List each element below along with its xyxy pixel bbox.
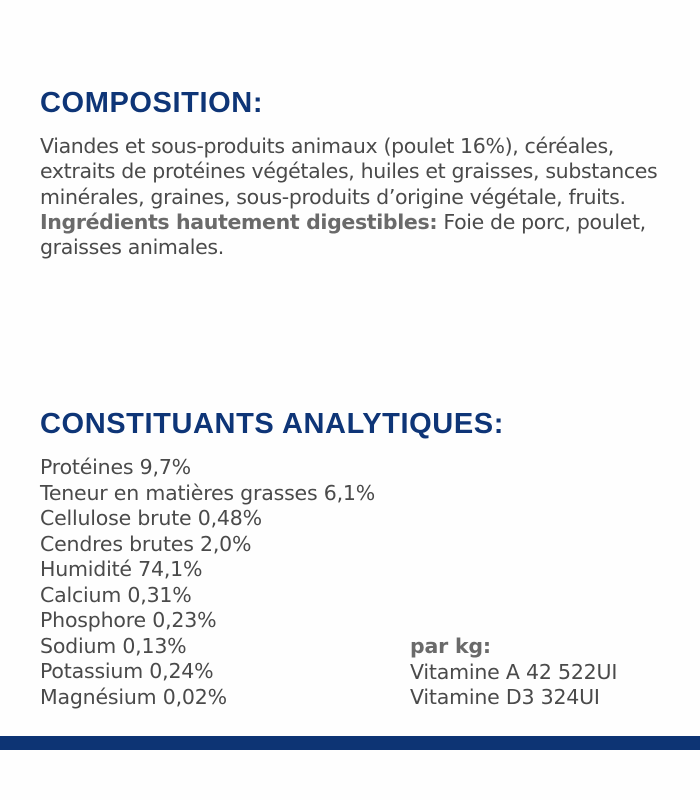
composition-text <box>40 134 680 260</box>
analytical-item: Cendres brutes 2,0% <box>40 531 252 556</box>
per-kg-label: par kg: <box>410 634 491 658</box>
analytical-item: Cellulose brute 0,48% <box>40 506 262 530</box>
vitamin-item: Vitamine D3 324UI <box>410 685 600 709</box>
analytical-heading: CONSTITUANTS ANALYTIQUES: <box>40 408 504 440</box>
composition-heading: COMPOSITION: <box>40 87 264 119</box>
analytical-list <box>40 455 375 710</box>
analytical-item: Calcium 0,31% <box>40 582 192 607</box>
analytical-item: Phosphore 0,23% <box>40 608 217 632</box>
analytical-item: Humidité 74,1% <box>40 557 203 581</box>
analytical-item: Protéines 9,7% <box>40 455 191 479</box>
analytical-item: Potassium 0,24% <box>40 659 214 683</box>
analytical-item: Teneur en matières grasses 6,1% <box>40 480 376 505</box>
analytical-item: Magnésium 0,02% <box>40 684 227 709</box>
analytical-item: Sodium 0,13% <box>40 633 187 658</box>
composition-ingredients: Viandes et sous-produits animaux (poulet 16%), céréales, extraits de protéines végétales, huiles et graisses, substances minérales, graines, sous-produits d’origine végétale, fruits. <box>40 134 658 209</box>
footer-bar <box>0 736 700 750</box>
digestible-label: Ingrédients hautement digestibles: <box>40 209 438 234</box>
digestible-text: Foie de porc, poulet, graisses animales. <box>40 209 646 260</box>
per-kg-block <box>410 634 617 711</box>
vitamin-item: Vitamine A 42 522UI <box>410 659 618 684</box>
